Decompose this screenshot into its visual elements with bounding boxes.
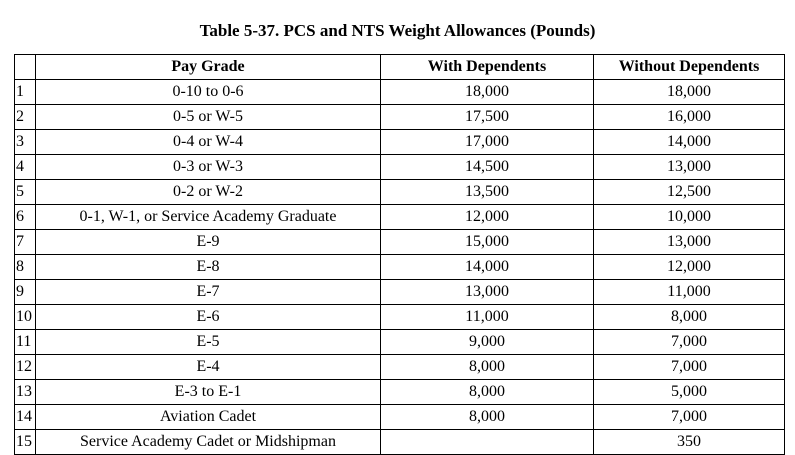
pay-grade-cell: E-7 (36, 280, 381, 305)
table-title: Table 5-37. PCS and NTS Weight Allowances (Pounds) (199, 21, 596, 40)
with-dependents-cell: 12,000 (381, 205, 594, 230)
row-number: 13 (15, 380, 36, 405)
table-row (15, 305, 785, 330)
table-row (15, 280, 785, 305)
pay-grade-cell: E-8 (36, 255, 381, 280)
pay-grade-cell: Aviation Cadet (36, 405, 381, 430)
pay-grade-cell: 0-5 or W-5 (36, 105, 381, 130)
pay-grade-cell: E-3 to E-1 (36, 380, 381, 405)
row-number: 6 (15, 205, 36, 230)
table-row (15, 255, 785, 280)
without-dependents-cell: 12,500 (594, 180, 785, 205)
pay-grade-cell: 0-3 or W-3 (36, 155, 381, 180)
without-dependents-cell: 14,000 (594, 130, 785, 155)
with-dependents-cell: 17,500 (381, 105, 594, 130)
with-dependents-cell: 8,000 (381, 380, 594, 405)
without-dependents-cell: 8,000 (594, 305, 785, 330)
without-dependents-cell: 16,000 (594, 105, 785, 130)
with-dependents-cell: 17,000 (381, 130, 594, 155)
row-number: 2 (15, 105, 36, 130)
without-dependents-cell: 12,000 (594, 255, 785, 280)
with-dependents-cell: 13,500 (381, 180, 594, 205)
with-dependents-cell: 9,000 (381, 330, 594, 355)
pay-grade-cell: Service Academy Cadet or Midshipman (36, 430, 381, 455)
row-number: 8 (15, 255, 36, 280)
without-dependents-cell: 10,000 (594, 205, 785, 230)
row-number: 10 (15, 305, 36, 330)
row-number: 9 (15, 280, 36, 305)
without-dependents-cell: 5,000 (594, 380, 785, 405)
pay-grade-cell: E-4 (36, 355, 381, 380)
without-dependents-cell: 13,000 (594, 230, 785, 255)
without-dependents-cell: 350 (594, 430, 785, 455)
pay-grade-cell: 0-1, W-1, or Service Academy Graduate (36, 205, 381, 230)
table-row (15, 205, 785, 230)
with-dependents-cell: 14,500 (381, 155, 594, 180)
row-number: 5 (15, 180, 36, 205)
without-dependents-header: Without Dependents (594, 55, 785, 80)
pay-grade-cell: 0-10 to 0-6 (36, 80, 381, 105)
with-dependents-cell: 15,000 (381, 230, 594, 255)
table-row (15, 105, 785, 130)
with-dependents-cell: 18,000 (381, 80, 594, 105)
row-number: 7 (15, 230, 36, 255)
with-dependents-header: With Dependents (381, 55, 594, 80)
header-row (15, 55, 785, 80)
table-row (15, 180, 785, 205)
with-dependents-cell (381, 430, 594, 455)
pay-grade-header: Pay Grade (36, 55, 381, 80)
with-dependents-cell: 13,000 (381, 280, 594, 305)
table-row (15, 430, 785, 455)
table-row (15, 80, 785, 105)
table-row (15, 130, 785, 155)
row-number: 14 (15, 405, 36, 430)
without-dependents-cell: 7,000 (594, 330, 785, 355)
pay-grade-cell: E-6 (36, 305, 381, 330)
row-number: 1 (15, 80, 36, 105)
pay-grade-cell: E-9 (36, 230, 381, 255)
row-number: 4 (15, 155, 36, 180)
with-dependents-cell: 8,000 (381, 405, 594, 430)
without-dependents-cell: 18,000 (594, 80, 785, 105)
pay-grade-cell: 0-2 or W-2 (36, 180, 381, 205)
table-row (15, 355, 785, 380)
weight-allowances-table (14, 54, 785, 455)
without-dependents-cell: 7,000 (594, 355, 785, 380)
table-row (15, 330, 785, 355)
pay-grade-cell: E-5 (36, 330, 381, 355)
row-number: 11 (15, 330, 36, 355)
row-number-header (15, 55, 36, 80)
row-number: 15 (15, 430, 36, 455)
table-row (15, 380, 785, 405)
pay-grade-cell: 0-4 or W-4 (36, 130, 381, 155)
table-row (15, 155, 785, 180)
with-dependents-cell: 11,000 (381, 305, 594, 330)
row-number: 12 (15, 355, 36, 380)
without-dependents-cell: 7,000 (594, 405, 785, 430)
table-row (15, 405, 785, 430)
without-dependents-cell: 11,000 (594, 280, 785, 305)
without-dependents-cell: 13,000 (594, 155, 785, 180)
with-dependents-cell: 8,000 (381, 355, 594, 380)
with-dependents-cell: 14,000 (381, 255, 594, 280)
table-row (15, 230, 785, 255)
row-number: 3 (15, 130, 36, 155)
